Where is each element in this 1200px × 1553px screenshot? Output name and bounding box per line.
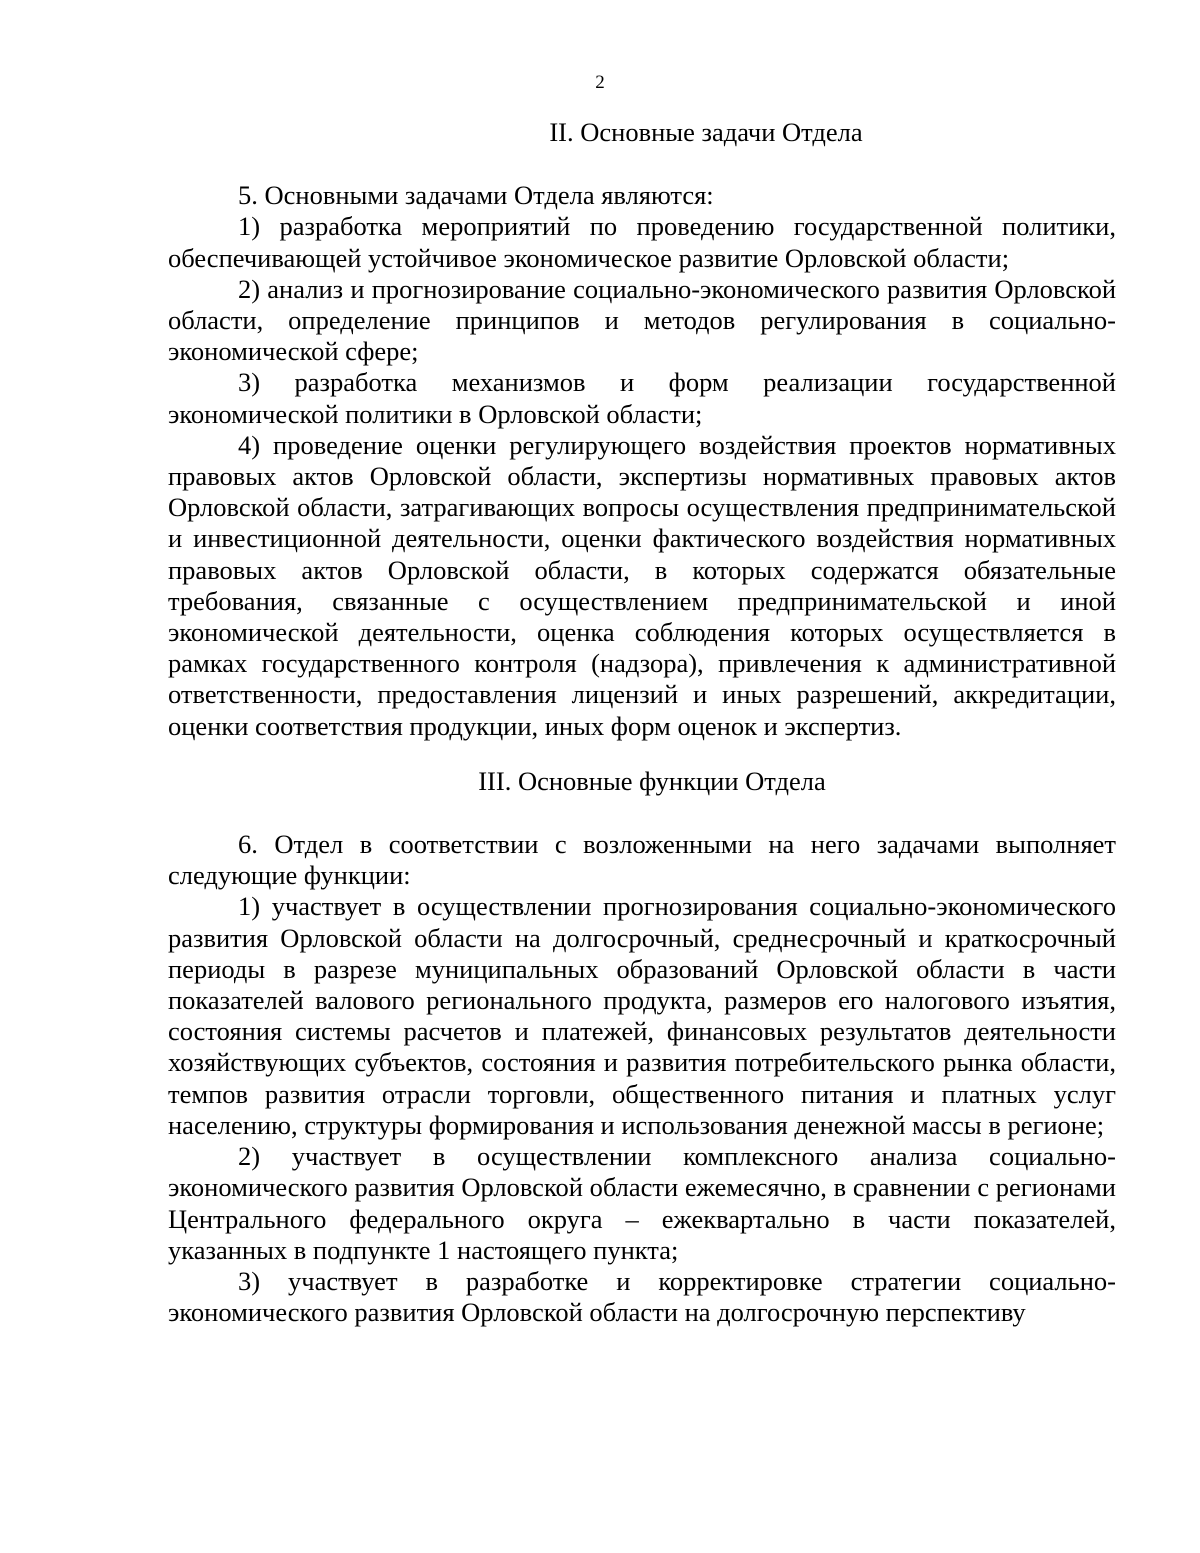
paragraph-6-item-1: 1) участвует в осуществлении прогнозирования социально-экономического развития Орловской области на долгосрочный, среднесрочный и краткосрочный периоды в разрезе муниципальных образований Орловской области в части показателей валового регионального продукта, размеров его налогового изъятия, состояния системы расчетов и платежей, финансовых результатов деятельности хозяйствующих субъектов, состояния и развития потребительского рынка области, темпов развития отрасли торговли, общественного питания и платных услуг населению, структуры формирования и использования денежной массы в регионе; — [168, 891, 1116, 1140]
page-number: 2 — [595, 72, 605, 93]
paragraph-5-item-2: 2) анализ и прогнозирование социально-экономического развития Орловской области, определение принципов и методов регулирования в социально-экономической сфере; — [168, 273, 1116, 367]
paragraph-6: 6. Отдел в соответствии с возложенными на него задачами выполняет следующие функции: — [168, 829, 1116, 891]
spacer — [168, 797, 1116, 829]
paragraph-6-item-2: 2) участвует в осуществлении комплексного анализа социально-экономического развития Орловской области ежемесячно, в сравнении с регионами Центрального федерального округа – ежеквартально в части показателей, указанных в подпункте 1 настоящего пункта; — [168, 1141, 1116, 1265]
paragraph-5: 5. Основными задачами Отдела являются: — [238, 180, 714, 211]
document-body — [168, 117, 1116, 1328]
paragraph-5-item-3: 3) разработка механизмов и форм реализации государственной экономической политики в Орловской области; — [168, 367, 1116, 429]
section-3-heading: III. Основные функции Отдела — [478, 765, 826, 796]
paragraph-6-item-3: 3) участвует в разработке и корректировке стратегии социально-экономического развития Орловской области на долгосрочную перспективу — [168, 1265, 1116, 1328]
paragraph-5-item-1: 1) разработка мероприятий по проведению государственной политики, обеспечивающей устойчивое экономическое развитие Орловской области; — [168, 211, 1116, 273]
spacer — [168, 742, 1116, 766]
spacer — [168, 148, 1116, 180]
paragraph-5-item-4: 4) проведение оценки регулирующего воздействия проектов нормативных правовых актов Орловской области, экспертизы нормативных правовых актов Орловской области, затрагивающих вопросы осуществления предпринимательской и инвестиционной деятельности, оценки фактического воздействия нормативных правовых актов Орловской области, в которых содержатся обязательные требования, связанные с осуществлением предпринимательской и иной экономической деятельности, оценка соблюдения которых осуществляется в рамках государственного контроля (надзора), привлечения к административной ответственности, предоставления лицензий и иных разрешений, аккредитации, оценки соответствия продукции, иных форм оценок и экспертиз. — [168, 429, 1116, 741]
section-2-heading: II. Основные задачи Отдела — [549, 117, 863, 147]
